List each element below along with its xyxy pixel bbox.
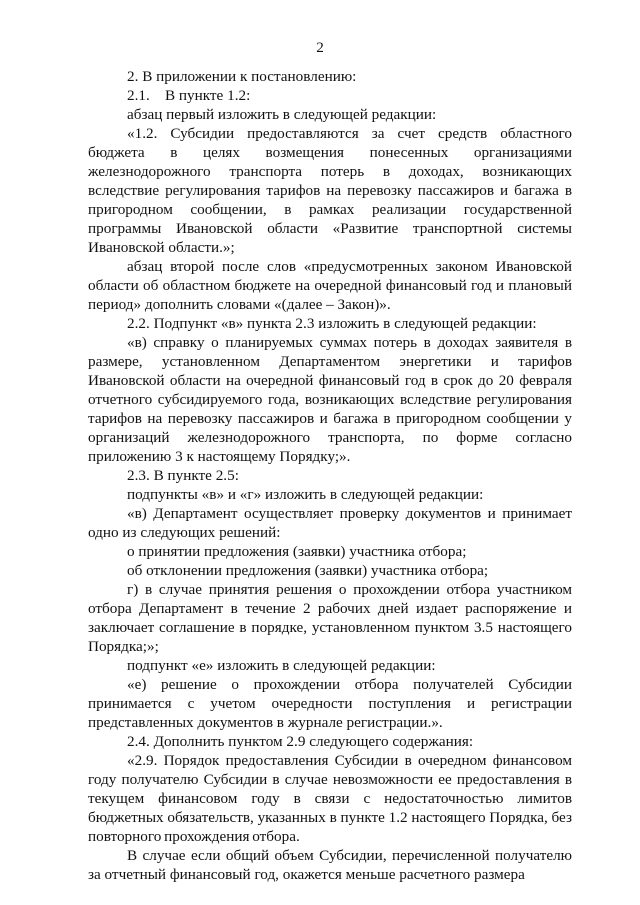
paragraph-subitem-g-text: г) в случае принятия решения о прохождении отбора участником отбора Департамент в течение 2 рабочих дней издает распоряжение и заключает соглашение в порядке, установленном пунктом 3.5 настоящего Порядка;»;: [88, 581, 572, 655]
paragraph-rejection-option: об отклонении предложения (заявки) участника отбора;: [127, 562, 489, 579]
paragraph-section-2-heading: 2. В приложении к постановлению:: [127, 68, 357, 85]
page-number: 2: [316, 39, 324, 56]
paragraph-subitem-v-text: «в) справку о планируемых суммах потерь в доходах заявителя в размере, установленном Департаментом энергетики и тарифов Ивановской области на очередной финансовый год в срок до 20 февраля отчетного субсидируемого года, возникающих вследствие регулирования тарифов на перевозку пассажиров и багажа в пригородном сообщении у организаций железнодорожного транспорта, по форме согласно приложению 3 к настоящему Порядку;».: [88, 334, 572, 465]
paragraph-2-2-heading: 2.2. Подпункт «в» пункта 2.3 изложить в следующей редакции:: [127, 315, 537, 332]
document-body: [88, 67, 572, 884]
paragraph-2-1-heading: 2.1. В пункте 1.2:: [127, 87, 251, 104]
paragraph-subitem-v-department: «в) Департамент осуществляет проверку документов и принимает одно из следующих решений:: [88, 505, 572, 541]
paragraph-2-1-first-abzac: абзац первый изложить в следующей редакции:: [127, 106, 437, 123]
paragraph-2-1-second-abzac: абзац второй после слов «предусмотренных законом Ивановской области об областном бюджете на очередной финансовый год и плановый период» дополнить словами «(далее – Закон)».: [88, 258, 572, 313]
paragraph-final-fragment: В случае если общий объем Субсидии, перечисленной получателю за отчетный финансовый год, окажется меньше расчетного размера: [88, 847, 572, 883]
paragraph-2-4-heading: 2.4. Дополнить пунктом 2.9 следующего содержания:: [127, 733, 474, 750]
paragraph-acceptance-option: о принятии предложения (заявки) участника отбора;: [127, 543, 467, 560]
paragraph-1-2-text: «1.2. Субсидии предоставляются за счет средств областного бюджета в целях возмещения понесенных организациями железнодорожного транспорта потерь в доходах, возникающих вследствие регулирования тарифов на перевозку пассажиров и багажа в пригородном сообщении, в рамках реализации государственной программы Ивановской области «Развитие транспортной системы Ивановской области.»;: [88, 125, 572, 256]
paragraph-2-3-heading: 2.3. В пункте 2.5:: [127, 467, 239, 484]
paragraph-subitems-v-g-intro: подпункты «в» и «г» изложить в следующей редакции:: [127, 486, 484, 503]
paragraph-subitem-e-text: «е) решение о прохождении отбора получателей Субсидии принимается с учетом очередности поступления и регистрации представленных документов в журнале регистрации.».: [88, 676, 572, 731]
paragraph-subitem-e-intro: подпункт «е» изложить в следующей редакции:: [127, 657, 436, 674]
paragraph-2-9-text: «2.9. Порядок предоставления Субсидии в очередном финансовом году получателю Субсидии в случае невозможности ее предоставления в текущем финансовом году в связи с недостаточностью лимитов бюджетных обязательств, указанных в пункте 1.2 настоящего Порядка, без повторного прохождения отбора.: [88, 752, 572, 845]
